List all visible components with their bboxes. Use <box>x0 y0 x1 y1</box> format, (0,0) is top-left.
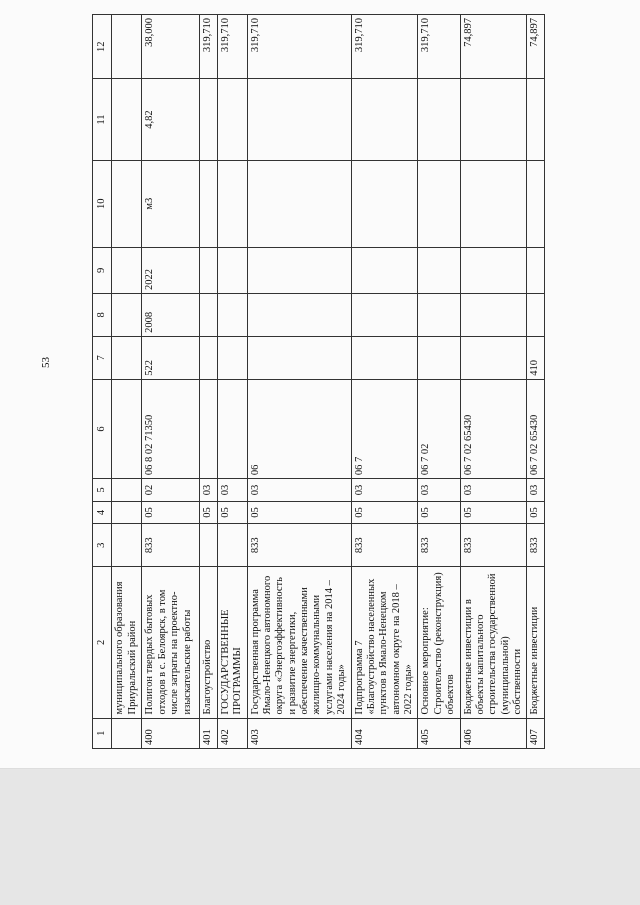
cell-ministry: 833 <box>142 524 200 567</box>
cell-capacity <box>217 79 247 160</box>
table-row <box>247 15 351 749</box>
cell-start-year <box>527 293 544 336</box>
cell-amount: 319,710 <box>200 15 217 79</box>
cell-subsection: 03 <box>351 479 418 502</box>
cell-capacity <box>112 79 142 160</box>
cell-target-article: 06 <box>247 379 351 478</box>
row-name: муниципального образования Приуральский район <box>112 567 142 718</box>
header-cell: 5 <box>93 479 112 502</box>
cell-amount: 319,710 <box>247 15 351 79</box>
header-cell: 9 <box>93 247 112 293</box>
cell-end-year <box>200 247 217 293</box>
cell-ministry: 833 <box>418 524 460 567</box>
row-number <box>112 718 142 748</box>
cell-ministry: 833 <box>247 524 351 567</box>
table-row <box>418 15 460 749</box>
cell-start-year <box>418 293 460 336</box>
cell-unit <box>418 160 460 247</box>
cell-unit <box>217 160 247 247</box>
cell-subsection: 03 <box>217 479 247 502</box>
cell-expense-type <box>351 336 418 379</box>
cell-expense-type <box>247 336 351 379</box>
header-cell: 7 <box>93 336 112 379</box>
cell-section <box>112 501 142 524</box>
row-name: Бюджетные инвестиции в объекты капитального строительства государственной (муниципальной) собственности <box>460 567 527 718</box>
row-name: Государственная программа Ямало-Ненецкого автономного округа «Энергоэффективность и развитие энергетики, обеспечение качественными жилищно-коммунальными услугами населения на 2014 – 2024 годы» <box>247 567 351 718</box>
cell-expense-type <box>112 336 142 379</box>
cell-end-year: 2022 <box>142 247 200 293</box>
cell-unit <box>527 160 544 247</box>
cell-start-year <box>217 293 247 336</box>
table-row <box>200 15 217 749</box>
header-cell: 10 <box>93 160 112 247</box>
row-number: 403 <box>247 718 351 748</box>
cell-section: 05 <box>142 501 200 524</box>
header-cell: 4 <box>93 501 112 524</box>
header-cell: 3 <box>93 524 112 567</box>
cell-end-year <box>112 247 142 293</box>
cell-target-article: 06 7 02 <box>418 379 460 478</box>
cell-end-year <box>460 247 527 293</box>
row-number: 401 <box>200 718 217 748</box>
header-cell: 8 <box>93 293 112 336</box>
header-cell: 2 <box>93 567 112 718</box>
cell-start-year: 2008 <box>142 293 200 336</box>
cell-amount: 319,710 <box>217 15 247 79</box>
cell-unit <box>112 160 142 247</box>
cell-ministry: 833 <box>351 524 418 567</box>
cell-capacity <box>200 79 217 160</box>
cell-amount <box>112 15 142 79</box>
cell-amount: 74,897 <box>527 15 544 79</box>
cell-section: 05 <box>460 501 527 524</box>
row-name: Бюджетные инвестиции <box>527 567 544 718</box>
page-number: 53 <box>40 357 52 368</box>
cell-amount: 319,710 <box>351 15 418 79</box>
cell-start-year <box>200 293 217 336</box>
cell-subsection: 02 <box>142 479 200 502</box>
cell-amount: 319,710 <box>418 15 460 79</box>
header-cell: 11 <box>93 79 112 160</box>
cell-amount: 38,000 <box>142 15 200 79</box>
cell-ministry: 833 <box>460 524 527 567</box>
row-number: 402 <box>217 718 247 748</box>
cell-start-year <box>112 293 142 336</box>
cell-start-year <box>247 293 351 336</box>
column-number-row <box>93 15 112 749</box>
cell-capacity: 4,82 <box>142 79 200 160</box>
cell-expense-type <box>217 336 247 379</box>
cell-capacity <box>460 79 527 160</box>
cell-expense-type: 410 <box>527 336 544 379</box>
cell-end-year <box>247 247 351 293</box>
cell-amount: 74,897 <box>460 15 527 79</box>
cell-target-article: 06 7 02 65430 <box>460 379 527 478</box>
row-number: 407 <box>527 718 544 748</box>
row-number: 404 <box>351 718 418 748</box>
rotated-table-wrapper <box>92 14 624 749</box>
cell-end-year <box>527 247 544 293</box>
header-cell: 1 <box>93 718 112 748</box>
cell-section: 05 <box>200 501 217 524</box>
cell-capacity <box>527 79 544 160</box>
table-row <box>142 15 200 749</box>
cell-end-year <box>217 247 247 293</box>
cell-expense-type <box>418 336 460 379</box>
cell-target-article: 06 7 02 65430 <box>527 379 544 478</box>
row-name: Подпрограмма 7 «Благоустройство населенных пунктов в Ямало-Ненецком автономном округе на 2018 – 2022 годы» <box>351 567 418 718</box>
table-row <box>351 15 418 749</box>
cell-subsection: 03 <box>527 479 544 502</box>
cell-start-year <box>351 293 418 336</box>
cell-section: 05 <box>247 501 351 524</box>
header-cell: 12 <box>93 15 112 79</box>
table-row <box>460 15 527 749</box>
row-name: ГОСУДАРСТВЕННЫЕ ПРОГРАММЫ <box>217 567 247 718</box>
cell-unit: м3 <box>142 160 200 247</box>
cell-unit <box>247 160 351 247</box>
cell-section: 05 <box>217 501 247 524</box>
cell-expense-type <box>460 336 527 379</box>
cell-target-article: 06 7 <box>351 379 418 478</box>
cell-capacity <box>247 79 351 160</box>
cell-section: 05 <box>418 501 460 524</box>
cell-target-article: 06 8 02 71350 <box>142 379 200 478</box>
cell-subsection <box>112 479 142 502</box>
row-name: Полигон твердых бытовых отходов в с. Белоярск, в том числе затраты на проектно-изыскательские работы <box>142 567 200 718</box>
cell-capacity <box>418 79 460 160</box>
row-number: 405 <box>418 718 460 748</box>
cell-unit <box>460 160 527 247</box>
row-name: Основное мероприятие: Строительство (реконструкция) объектов <box>418 567 460 718</box>
cell-expense-type: 522 <box>142 336 200 379</box>
cell-ministry: 833 <box>527 524 544 567</box>
table-row <box>217 15 247 749</box>
cell-target-article <box>112 379 142 478</box>
table-row <box>527 15 544 749</box>
cell-subsection: 03 <box>247 479 351 502</box>
cell-ministry <box>112 524 142 567</box>
cell-unit <box>351 160 418 247</box>
cell-section: 05 <box>351 501 418 524</box>
budget-table <box>92 14 545 749</box>
cell-ministry <box>217 524 247 567</box>
cell-subsection: 03 <box>418 479 460 502</box>
cell-end-year <box>351 247 418 293</box>
cell-expense-type <box>200 336 217 379</box>
cell-subsection: 03 <box>460 479 527 502</box>
cell-end-year <box>418 247 460 293</box>
cell-start-year <box>460 293 527 336</box>
cell-target-article <box>217 379 247 478</box>
header-cell: 6 <box>93 379 112 478</box>
row-number: 400 <box>142 718 200 748</box>
cell-ministry <box>200 524 217 567</box>
row-number: 406 <box>460 718 527 748</box>
cell-unit <box>200 160 217 247</box>
cell-section: 05 <box>527 501 544 524</box>
cell-target-article <box>200 379 217 478</box>
cell-capacity <box>351 79 418 160</box>
row-name: Благоустройство <box>200 567 217 718</box>
table-row <box>112 15 142 749</box>
cell-subsection: 03 <box>200 479 217 502</box>
